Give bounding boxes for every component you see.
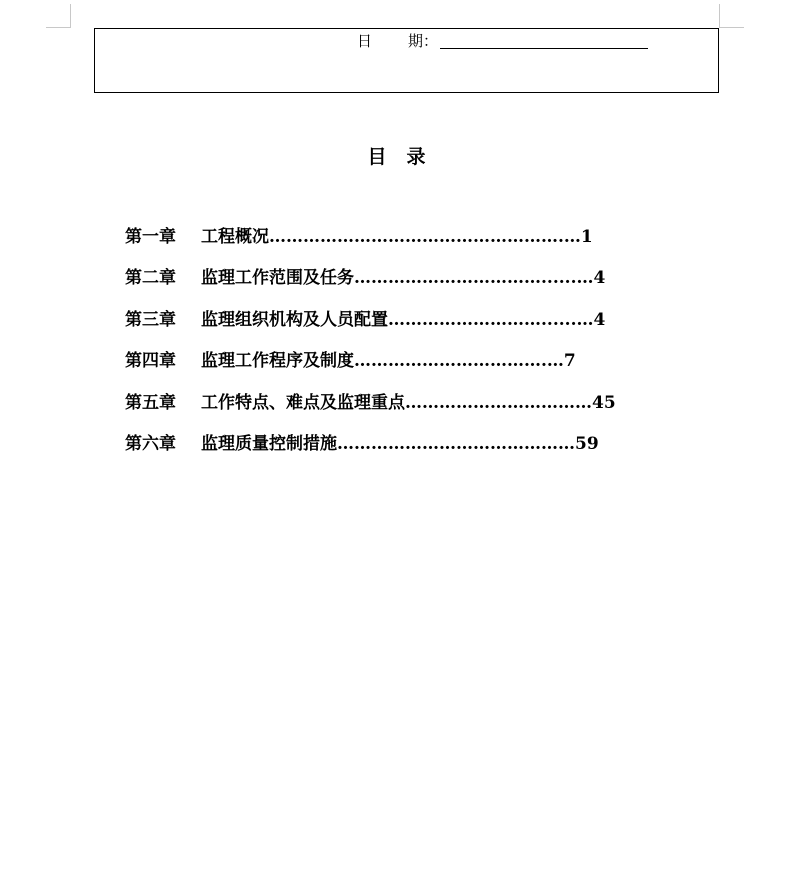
crop-mark-top-left-horizontal — [46, 27, 71, 28]
toc-entry-title: 监理工作程序及制度 — [201, 351, 354, 372]
toc-title — [0, 142, 793, 169]
toc-item[interactable] — [125, 350, 665, 391]
toc-leader: …………………………………… — [337, 433, 575, 454]
toc-list — [125, 226, 665, 474]
toc-entry-title: 工作特点、难点及监理重点 — [201, 392, 405, 413]
toc-page-number: 4 — [593, 309, 606, 330]
date-row — [357, 31, 648, 51]
toc-title-right: 录 — [406, 146, 426, 168]
toc-chapter: 第二章 — [125, 268, 176, 289]
toc-entry-title: 监理质量控制措施 — [201, 433, 337, 454]
date-label-right: 期： — [408, 32, 439, 50]
toc-title-left: 目 — [367, 146, 387, 168]
toc-item[interactable] — [125, 433, 665, 474]
toc-entry-title: 监理组织机构及人员配置 — [201, 309, 388, 330]
crop-mark-top-left-vertical — [70, 4, 71, 28]
date-label — [357, 30, 438, 51]
toc-item[interactable] — [125, 267, 665, 308]
crop-mark-top-right-vertical — [719, 4, 720, 28]
toc-page-number: 7 — [563, 351, 576, 372]
toc-page-number: 1 — [580, 227, 593, 247]
toc-leader: ……………………………......… — [354, 268, 594, 289]
toc-chapter: 第四章 — [125, 351, 176, 372]
toc-entry-title: 监理工作范围及任务 — [201, 268, 354, 289]
toc-chapter: 第五章 — [125, 392, 176, 413]
toc-item[interactable] — [125, 392, 665, 433]
toc-leader: …………………………………………….… — [269, 227, 581, 247]
toc-leader: …………………………….… — [354, 351, 564, 372]
toc-leader: ………………………......… — [388, 309, 594, 330]
toc-entry-title: 工程概况 — [201, 227, 269, 247]
toc-chapter: 第一章 — [125, 227, 176, 247]
toc-leader: …………………………… — [405, 392, 592, 413]
toc-chapter: 第三章 — [125, 309, 176, 330]
toc-item[interactable] — [125, 309, 665, 350]
toc-page-number: 59 — [575, 433, 599, 454]
toc-page-number: 4 — [593, 268, 606, 289]
toc-item[interactable] — [125, 226, 665, 267]
toc-chapter: 第六章 — [125, 433, 176, 454]
header-box — [94, 28, 719, 93]
date-label-left: 日 — [357, 32, 373, 50]
toc-page-number: 45 — [592, 392, 616, 413]
date-blank-line — [440, 48, 648, 49]
crop-mark-top-right-horizontal — [719, 27, 744, 28]
